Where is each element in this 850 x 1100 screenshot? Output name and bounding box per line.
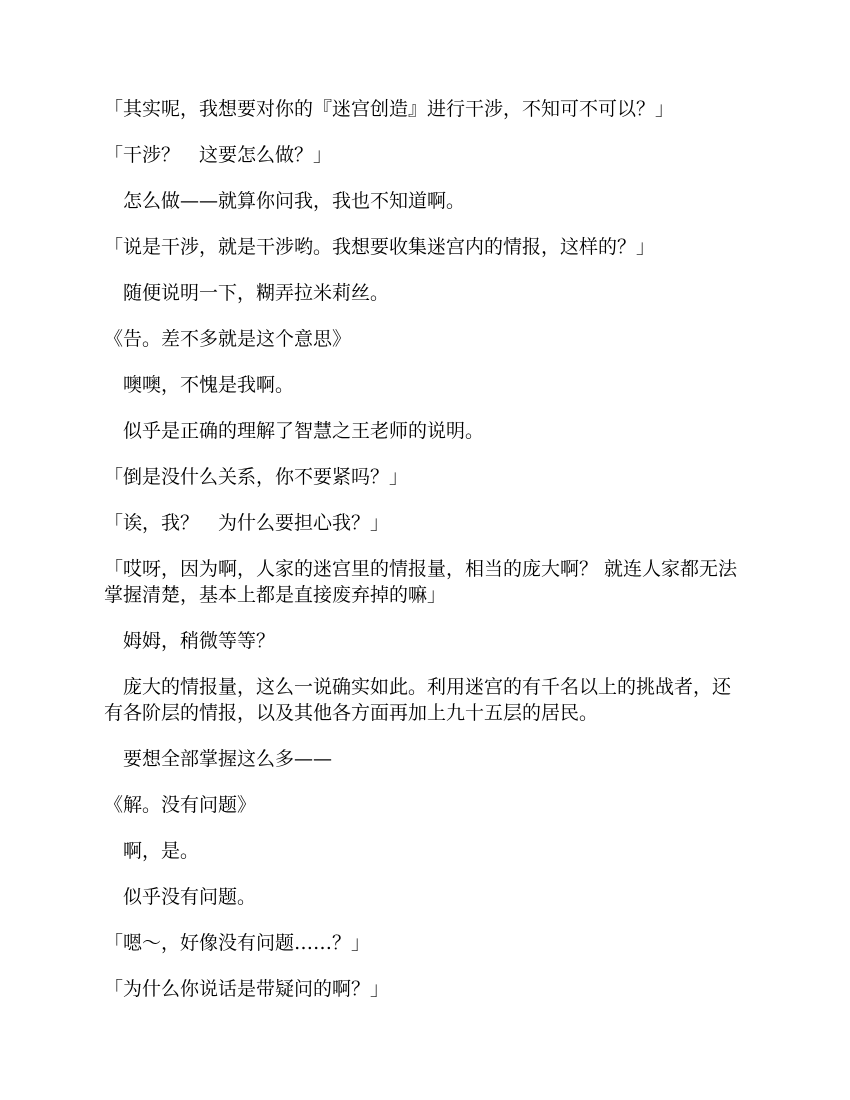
paragraph: 要想全部掌握这么多—— <box>104 748 333 770</box>
paragraph: 「干涉？ 这要怎么做？」 <box>104 144 333 166</box>
paragraph: 「诶，我？ 为什么要担心我？」 <box>104 512 390 534</box>
paragraph: 庞大的情报量，这么一说确实如此。利用迷宫的有千名以上的挑战者，还有各阶层的情报，以及其他各方面再加上九十五层的居民。 <box>104 676 732 724</box>
paragraph: 似乎是正确的理解了智慧之王老师的说明。 <box>104 420 485 442</box>
paragraph: 《告。差不多就是这个意思》 <box>104 328 352 350</box>
paragraph: 随便说明一下，糊弄拉米莉丝。 <box>104 282 390 304</box>
document-page <box>104 96 744 1022</box>
paragraph: 「其实呢，我想要对你的『迷宫创造』进行干涉，不知可不可以？」 <box>104 98 675 120</box>
paragraph: 《解。没有问题》 <box>104 794 257 816</box>
paragraph: 似乎没有问题。 <box>104 886 257 908</box>
paragraph: 怎么做——就算你问我，我也不知道啊。 <box>104 190 466 212</box>
paragraph: 「嗯～，好像没有问题……？」 <box>104 932 371 954</box>
paragraph: 姆姆，稍微等等？ <box>104 630 276 652</box>
paragraph: 「倒是没什么关系，你不要紧吗？」 <box>104 466 409 488</box>
paragraph: 「为什么你说话是带疑问的啊？」 <box>104 978 390 1000</box>
paragraph: 噢噢，不愧是我啊。 <box>104 374 295 396</box>
paragraph: 「哎呀，因为啊，人家的迷宫里的情报量，相当的庞大啊？ 就连人家都无法掌握清楚，基本上都是直接废弃掉的嘛」 <box>104 558 738 606</box>
paragraph: 啊，是。 <box>104 840 200 862</box>
paragraph: 「说是干涉，就是干涉哟。我想要收集迷宫内的情报，这样的？」 <box>104 236 656 258</box>
